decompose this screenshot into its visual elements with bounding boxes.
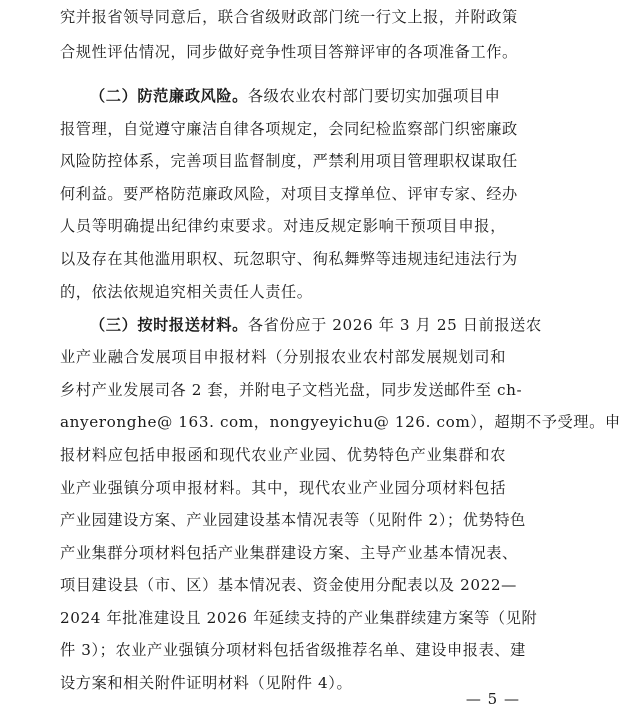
page-number: — 5 — [465,690,520,708]
paragraph-line: 2024 年批准建设且 2026 年延续支持的产业集群续建方案等（见附 [60,609,538,627]
paragraph-line: 各级农业农村部门要切实加强项目申 [247,87,501,105]
paragraph-line: 产业园建设方案、产业园建设基本情况表等（见附件 2）；优势特色 [60,511,526,529]
paragraph-line: 的，依法依规追究相关责任人责任。 [60,283,313,301]
paragraph-line: 乡村产业发展司各 2 套，并附电子文档光盘，同步发送邮件至 ch- [60,381,523,399]
paragraph-line: 风险防控体系，完善项目监督制度，严禁利用项目管理职权谋取任 [60,152,518,170]
paragraph-line: 合规性评估情况，同步做好竞争性项目答辩评审的各项准备工作。 [60,43,518,61]
paragraph-line: 何利益。要严格防范廉政风险，对项目支撑单位、评审专家、经办 [60,185,518,203]
paragraph-line: 产业集群分项材料包括产业集群建设方案、主导产业基本情况表、 [60,544,518,562]
paragraph-line: 报管理，自觉遵守廉洁自律各项规定，会同纪检监察部门织密廉政 [60,120,518,138]
section-heading: （三）按时报送材料。 [90,316,248,334]
paragraph-line: 人员等明确提出纪律约束要求。对违反规定影响干预项目申报， [60,217,506,235]
section-two-first-line [90,81,506,111]
paragraph-line: 设方案和相关附件证明材料（见附件 4）。 [60,674,353,692]
paragraph-line: 究并报省领导同意后，联合省级财政部门统一行文上报，并附政策 [60,8,518,26]
paragraph-line: 项目建设县（市、区）基本情况表、资金使用分配表以及 2022— [60,576,517,594]
paragraph-line: 业产业融合发展项目申报材料（分别报农业农村部发展规划司和 [60,348,506,366]
section-heading: （二）防范廉政风险。 [90,87,248,105]
paragraph-line: 各省份应于 2026 年 3 月 25 日前报送农 [247,316,542,334]
paragraph-line: 以及存在其他滥用职权、玩忽职守、徇私舞弊等违规违纪违法行为 [60,250,518,268]
paragraph-line: 业产业强镇分项申报材料。其中，现代农业产业园分项材料包括 [60,479,506,497]
paragraph-line: 件 3）；农业产业强镇分项材料包括省级推荐名单、建设申报表、建 [60,641,526,659]
section-three-first-line [90,310,542,340]
paragraph-line: 报材料应包括申报函和现代农业产业园、优势特色产业集群和农 [60,446,506,464]
paragraph-line: anyeronghe@ 163. com，nongyeyichu@ 126. com），超期不予受理。申 [60,413,621,431]
